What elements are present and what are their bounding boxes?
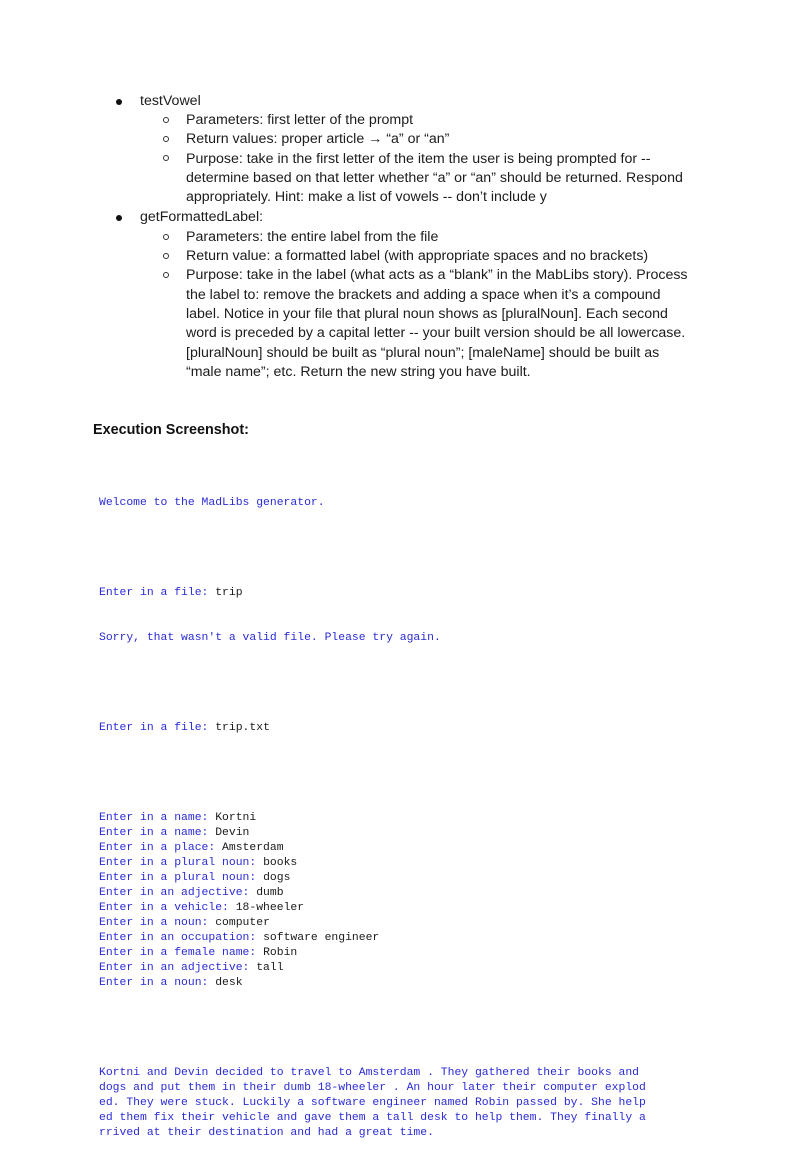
sub-bullet-icon — [163, 234, 169, 240]
console-input: tall — [256, 962, 284, 974]
story-output — [99, 1066, 646, 1141]
spec-purpose: the label to: remove the brackets and adding a space when it’s a compound — [186, 287, 661, 303]
console-input: Kortni — [215, 812, 257, 824]
sub-bullet-icon — [163, 155, 169, 161]
console-prompt: Enter in a file: — [99, 587, 216, 599]
console-input: Robin — [263, 947, 298, 959]
console-line — [99, 916, 646, 931]
console-line — [99, 841, 646, 856]
console-input: dogs — [263, 872, 291, 884]
error-line: Sorry, that wasn't a valid file. Please try again. — [99, 632, 441, 644]
console-line — [99, 931, 646, 946]
console-input: dumb — [256, 887, 284, 899]
entry-lines — [99, 811, 646, 991]
story-line: Kortni and Devin decided to travel to Amsterdam . They gathered their books and — [99, 1067, 640, 1079]
spec-purpose: word is preceded by a capital letter -- your built version should be all lowercase. — [186, 325, 686, 341]
console-line — [99, 586, 646, 601]
console-prompt: Enter in a plural noun: — [99, 857, 264, 869]
sub-bullet-icon — [163, 253, 169, 259]
console-input: books — [263, 857, 298, 869]
spec-parameters: Parameters: first letter of the prompt — [186, 112, 414, 128]
console-line — [99, 946, 646, 961]
console-line — [99, 886, 646, 901]
console-input: software engineer — [263, 932, 380, 944]
spec-purpose: Purpose: take in the first letter of the item the user is being prompted for -- — [186, 151, 651, 167]
console-prompt: Enter in an adjective: — [99, 887, 257, 899]
spec-return: Return values: proper article → “a” or “an” — [186, 131, 450, 147]
console-prompt: Enter in a name: — [99, 812, 216, 824]
story-line: dogs and put them in their dumb 18-wheeler . An hour later their computer explod — [99, 1082, 646, 1094]
console-input: Devin — [215, 827, 250, 839]
console-prompt: Enter in an adjective: — [99, 962, 257, 974]
section-heading: Execution Screenshot: — [93, 422, 249, 438]
console-line — [99, 961, 646, 976]
console-input: trip.txt — [215, 722, 270, 734]
console-prompt: Enter in an occupation: — [99, 932, 264, 944]
spec-purpose: “male name”; etc. Return the new string you have built. — [186, 364, 531, 380]
console-input: Amsterdam — [222, 842, 284, 854]
bullet-icon — [116, 215, 122, 221]
sub-bullet-icon — [163, 136, 169, 142]
console-input: computer — [215, 917, 270, 929]
console-input: desk — [215, 977, 243, 989]
console-line — [99, 721, 646, 736]
welcome-line: Welcome to the MadLibs generator. — [99, 497, 325, 509]
console-line — [99, 811, 646, 826]
story-line: rrived at their destination and had a great time. — [99, 1127, 434, 1139]
console-line — [99, 976, 646, 991]
sub-bullet-icon — [163, 272, 169, 278]
console-prompt: Enter in a female name: — [99, 947, 264, 959]
console-prompt: Enter in a noun: — [99, 977, 216, 989]
spec-purpose: [pluralNoun] should be built as “plural noun”; [maleName] should be built as — [186, 345, 660, 361]
console-prompt: Enter in a place: — [99, 842, 223, 854]
console-prompt: Enter in a noun: — [99, 917, 216, 929]
spec-purpose: appropriately. Hint: make a list of vowels -- don’t include y — [186, 189, 547, 205]
console-line — [99, 871, 646, 886]
spec-purpose: label. Notice in your file that plural noun shows as [pluralNoun]. Each second — [186, 306, 668, 322]
console-prompt: Enter in a vehicle: — [99, 902, 236, 914]
console-prompt: Enter in a plural noun: — [99, 872, 264, 884]
console-output — [99, 466, 646, 1171]
sub-bullet-icon — [163, 117, 169, 123]
console-line — [99, 856, 646, 871]
function-name: getFormattedLabel: — [140, 209, 264, 225]
function-name: testVowel — [140, 93, 201, 109]
spec-purpose: determine based on that letter whether “a” or “an” should be returned. Respond — [186, 170, 683, 186]
console-prompt: Enter in a name: — [99, 827, 216, 839]
console-line — [99, 826, 646, 841]
story-line: ed. They were stuck. Luckily a software engineer named Robin passed by. She help — [99, 1097, 646, 1109]
spec-parameters: Parameters: the entire label from the file — [186, 229, 439, 245]
console-prompt: Enter in a file: — [99, 722, 216, 734]
bullet-icon — [116, 99, 122, 105]
console-input: trip — [215, 587, 243, 599]
console-line — [99, 901, 646, 916]
spec-return: Return value: a formatted label (with appropriate spaces and no brackets) — [186, 248, 649, 264]
console-input: 18-wheeler — [235, 902, 305, 914]
story-line: ed them fix their vehicle and gave them a tall desk to help them. They finally a — [99, 1112, 646, 1124]
spec-purpose: Purpose: take in the label (what acts as a “blank” in the MabLibs story). Process — [186, 267, 688, 283]
